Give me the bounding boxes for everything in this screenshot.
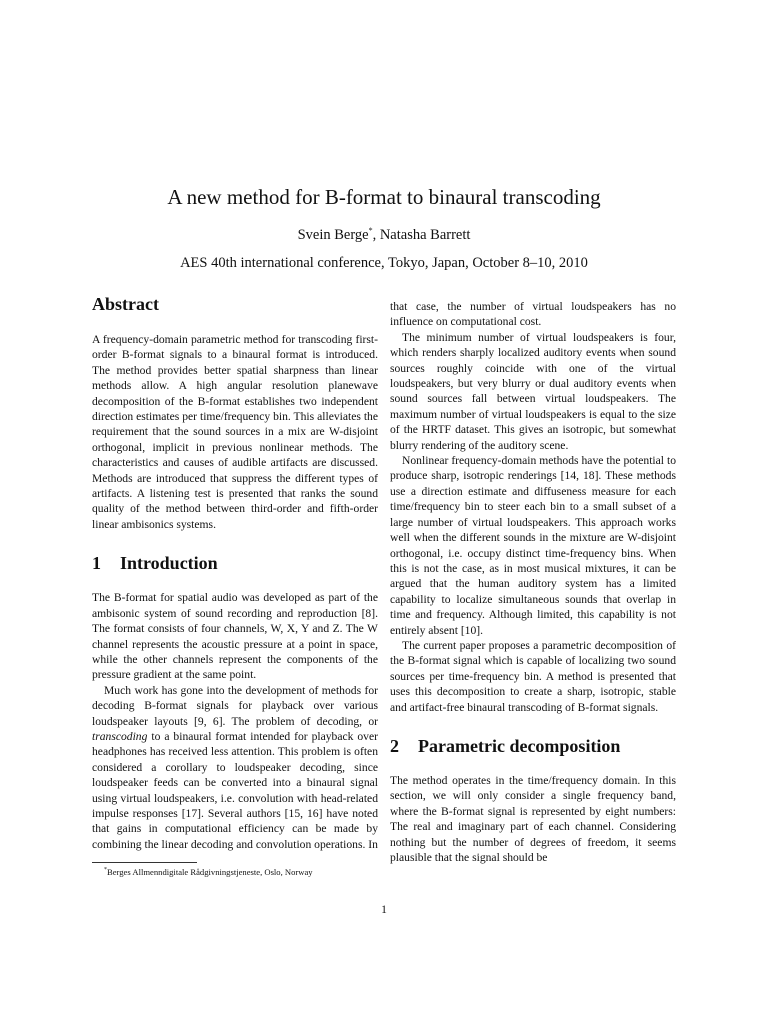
intro-paragraph-2 [92, 683, 378, 852]
abstract-text: A frequency-domain parametric method for transcoding first-order B-format signals to a binaural format is introduced. The method provides better spatial sharpness than linear methods allow. A high angular resolution planewave decomposition of the B-format establishes two independent direction estimates per time/frequency bin. This alleviates the requirement that the sound sources in a mix are W-disjoint orthogonal, implicit in previous nonlinear methods. The characteristics and causes of audible artifacts are discussed. Methods are introduced that suppress the different types of artifacts. A listening test is presented that ranks the sound quality of the method between third-order and fifth-order linear ambisonics systems. [92, 333, 378, 531]
paper-title: A new method for B-format to binaural transcoding [167, 185, 601, 209]
parametric-paragraph-1: The method operates in the time/frequency domain. In this section, we will only consider a single frequency band, where the B-format signal is represented by eight numbers: The real and imaginary part of each channel. Considering nothing but the number of degrees of freedom, it seems plausible that the signal should be [390, 773, 676, 864]
author-separator: , [372, 227, 380, 243]
intro-paragraph-1: The B-format for spatial audio was developed as part of the ambisonic system of sound recording and reproduction [8]. The format consists of four channels, W, X, Y and Z. The W channel represents the acoustic pressure at a point in space, while the other channels represent the components of the pressure gradient at the same point. [92, 591, 378, 682]
intro-paragraph-2-end: to a binaural format intended for playback over headphones has received less attention. This problem is often considered a corollary to loudspeaker decoding, since loudspeaker feeds can be converted into a binaural signal using virtual loudspeakers, i.e. convolution with head-related impulse responses [17]. Several authors [15, 16] have noted that gains in computational efficiency can be made by combining the linear decoding and convolution operations. In [92, 729, 378, 851]
abstract-heading: Abstract [92, 294, 159, 314]
author-name: Svein Berge [297, 227, 369, 243]
intro-paragraph-2-start: Much work has gone into the development of methods for decoding B-format signals for playback over various loudspeaker layouts [9, 6]. The problem of decoding, or [92, 683, 378, 728]
page-number: 1 [381, 903, 387, 916]
section-heading-introduction [92, 552, 378, 574]
section-number: 1 [92, 553, 101, 574]
section-heading-parametric [390, 735, 676, 757]
footnote-marker: * [368, 226, 373, 236]
right-column-flow [390, 299, 676, 330]
right-column [390, 299, 676, 865]
footnote [104, 866, 384, 878]
section-title: Parametric decomposition [418, 735, 621, 756]
intro-paragraph-2-continued: that case, the number of virtual loudspeakers has no influence on computational cost. [390, 300, 676, 329]
intro-paragraph-5: The current paper proposes a parametric decomposition of the B-format signal which is capable of localizing two sound sources per time-frequency bin. A method is presented that uses this decomposition to create a sharp, isotropic, stable and artifact-free binaural transcoding of B-format signals. [390, 638, 676, 714]
footnote-text: Berges Allmenndigitale Rådgivningstjeneste, Oslo, Norway [107, 867, 313, 877]
footnote-marker: * [104, 867, 107, 874]
left-column [92, 293, 378, 852]
footnote-divider [92, 862, 197, 863]
emphasized-term: transcoding [92, 729, 148, 743]
section-title: Introduction [120, 553, 218, 574]
conference-line: AES 40th international conference, Tokyo, Japan, October 8–10, 2010 [180, 255, 588, 271]
authors-line [0, 225, 768, 245]
section-number: 2 [390, 735, 399, 756]
intro-paragraph-3: The minimum number of virtual loudspeakers is four, which renders sharply localized auditory events when sound sources roughly coincide with one of the virtual loudspeakers, but very blurry or dual auditory events when sound sources fall between virtual loudspeakers. The maximum number of virtual loudspeakers is equal to the size of the HRTF dataset. This gives an isotropic, but somewhat blurry rendering of the auditory scene. [390, 330, 676, 452]
intro-paragraph-4: Nonlinear frequency-domain methods have the potential to produce sharp, isotropic renderings [14, 18]. These methods use a direction estimate and diffuseness measure for each time/frequency bin to steer each bin to a small subset of a large number of virtual loudspeakers. This approach works well when the different sounds in the mixture are W-disjoint orthogonal, i.e. occupy distinct time-frequency bins. When this is not the case, as in most musical mixtures, it can be argued that the human auditory system has a limited capability to localize simultaneous sounds that overlap in time and frequency. Although limited, this capability is not entirely absent [10]. [390, 454, 676, 637]
author-name: Natasha Barrett [379, 227, 471, 243]
